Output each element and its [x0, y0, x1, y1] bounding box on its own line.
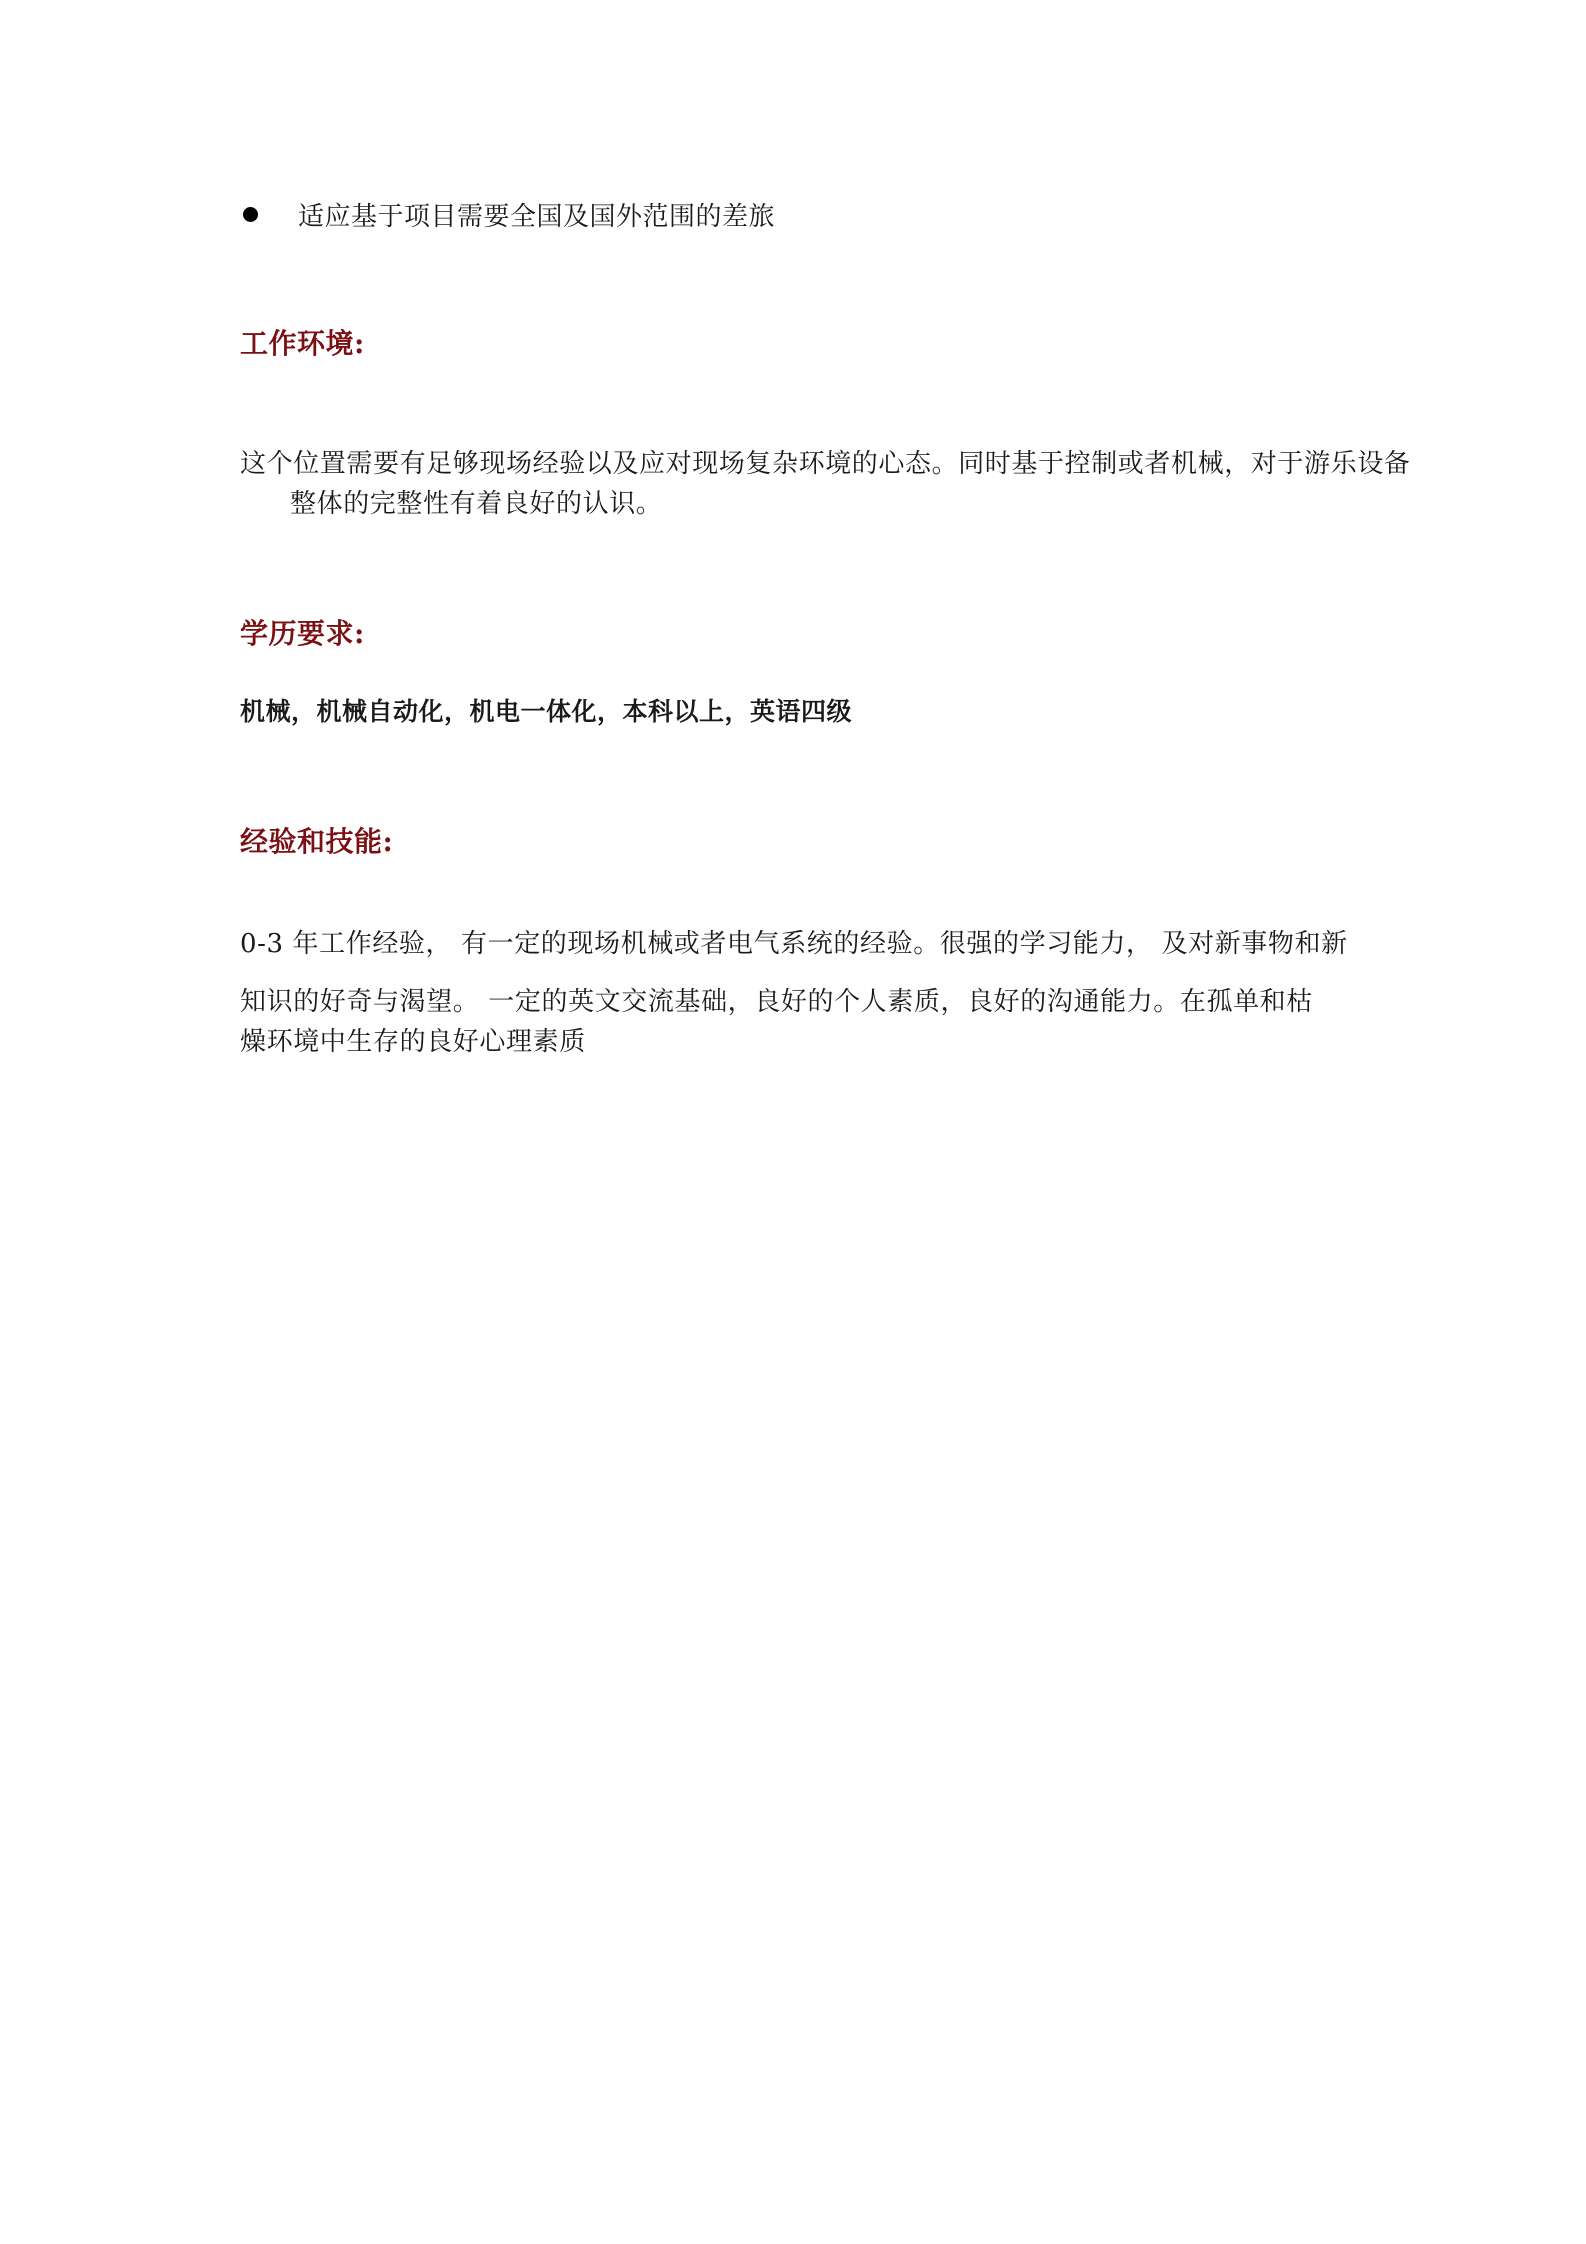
experience-heading: 经验和技能: [240, 825, 394, 858]
work-environment-paragraph: 这个位置需要有足够现场经验以及应对现场复杂环境的心态。同时基于控制或者机械，对于游乐设备整体的完整性有着良好的认识。 [240, 449, 1411, 519]
experience-line: 0-3 年工作经验， 有一定的现场机械或者电气系统的经验。很强的学习能力， 及对新事物和新 [240, 929, 1348, 959]
bullet-text: 适应基于项目需要全国及国外范围的差旅 [298, 201, 776, 232]
experience-line: 燥环境中生存的良好心理素质 [240, 1027, 586, 1057]
bullet-item [240, 194, 1385, 234]
bullet-dot-icon [243, 207, 258, 222]
work-environment-heading: 工作环境: [240, 327, 365, 360]
education-paragraph: 机械，机械自动化，机电一体化，本科以上，英语四级 [240, 697, 853, 726]
education-heading: 学历要求: [240, 617, 365, 650]
experience-line: 知识的好奇与渴望。 一定的英文交流基础，良好的个人素质，良好的沟通能力。在孤单和枯 [240, 987, 1313, 1017]
experience-paragraph [240, 924, 1385, 1062]
